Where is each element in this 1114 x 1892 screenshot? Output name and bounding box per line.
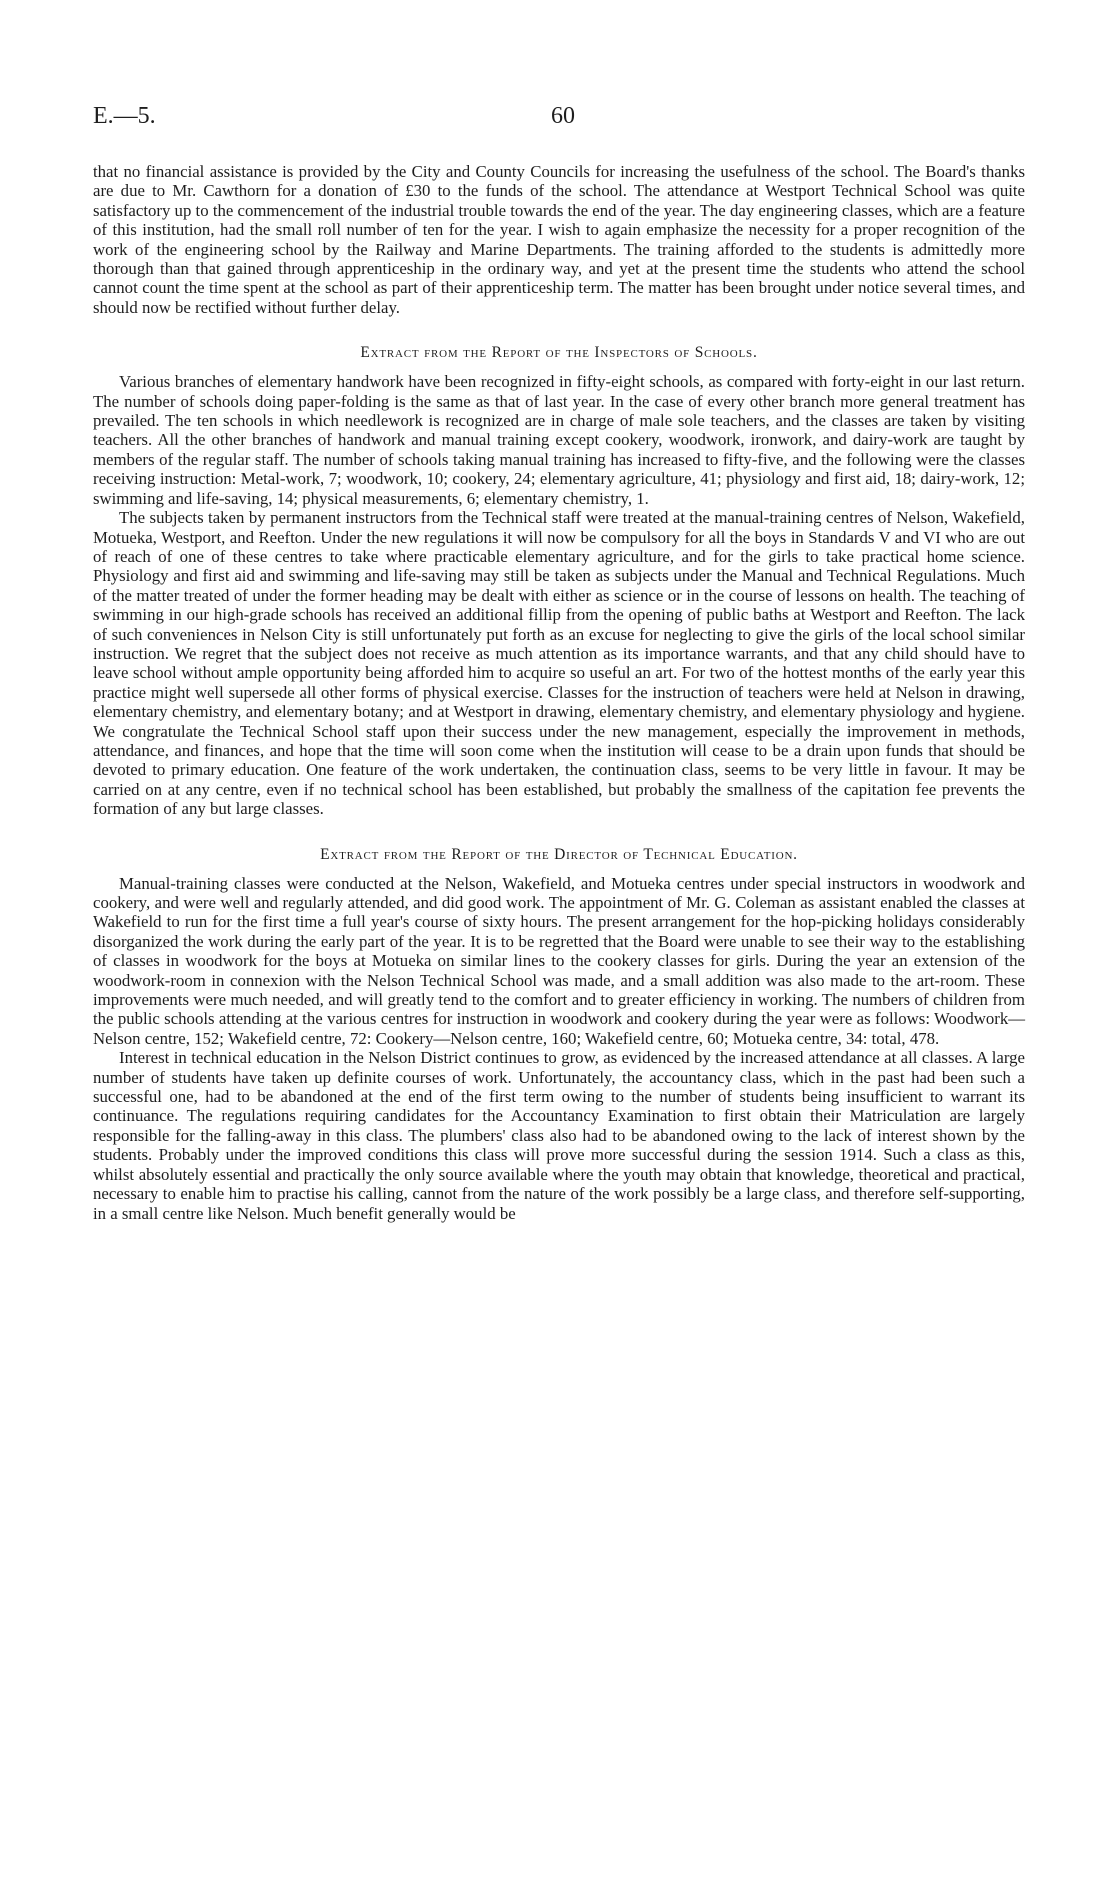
- paragraph-inspectors-1: Various branches of elementary handwork have been recognized in fifty-eight schools, as compared with forty-eight in our last return. The number of schools doing paper-folding is the same as that of last year. In the case of every other branch more general treatment has prevailed. The ten schools in which needlework is recognized are in charge of male sole teachers, and the classes are taken by visiting teachers. All the other branches of handwork and manual training except cookery, woodwork, ironwork, and dairy-work are taught by members of the regular staff. The number of schools taking manual training has increased to fifty-five, and the following were the classes receiving instruction: Metal-work, 7; woodwork, 10; cookery, 24; elementary agriculture, 41; physiology and first aid, 18; dairy-work, 12; swimming and life-saving, 14; physical measurements, 6; elementary chemistry, 1.: [93, 372, 1025, 508]
- page-code: E.—5.: [93, 103, 156, 129]
- heading-inspectors-report: Extract from the Report of the Inspectors of Schools.: [360, 344, 758, 362]
- heading-director-report: Extract from the Report of the Director of Technical Education.: [320, 845, 798, 863]
- page-number: 60: [551, 103, 575, 129]
- paragraph-director-2: Interest in technical education in the Nelson District continues to grow, as evidenced by the increased attendance at all classes. A large number of students have taken up definite courses of work. Unfortunately, the accountancy class, which in the past had been such a successful one, had to be abandoned at the end of the first term owing to the number of students being insufficient to warrant its continuance. The regulations requiring candidates for the Accountancy Examination to first obtain their Matriculation are largely responsible for the falling-away in this class. The plumbers' class also had to be abandoned owing to the lack of interest shown by the students. Probably under the improved conditions this class will prove more successful during the session 1914. Such a class as this, whilst absolutely essential and practically the only source available where the youth may obtain that knowledge, theoretical and practical, necessary to enable him to practise his calling, cannot from the nature of the work possibly be a large class, and therefore self-supporting, in a small centre like Nelson. Much benefit generally would be: [93, 1048, 1025, 1223]
- paragraph-director-1: Manual-training classes were conducted at the Nelson, Wakefield, and Motueka centres under special instructors in woodwork and cookery, and were well and regularly attended, and did good work. The appointment of Mr. G. Coleman as assistant enabled the classes at Wakefield to run for the first time a full year's course of sixty hours. The present arrangement for the hop-picking holidays considerably disorganized the work during the early part of the year. It is to be regretted that the Board were unable to see their way to the establishing of classes in woodwork for the boys at Motueka on similar lines to the cookery classes for girls. During the year an extension of the woodwork-room in connexion with the Nelson Technical School was made, and a small addition was also made to the art-room. These improvements were much needed, and will greatly tend to the comfort and to greater efficiency in working. The numbers of children from the public schools attending at the various centres for instruction in woodwork and cookery during the year were as follows: Woodwork—Nelson centre, 152; Wakefield centre, 72: Cookery—Nelson centre, 160; Wakefield centre, 60; Motueka centre, 34: total, 478.: [93, 873, 1025, 1048]
- document-body: [93, 162, 1025, 1223]
- paragraph-intro: that no financial assistance is provided by the City and County Councils for increasing the usefulness of the school. The Board's thanks are due to Mr. Cawthorn for a donation of £30 to the funds of the school. The attendance at Westport Technical School was quite satisfactory up to the commencement of the industrial trouble towards the end of the year. The day engineering classes, which are a feature of this institution, had the small roll number of ten for the year. I wish to again emphasize the necessity for a proper recognition of the work of the engineering school by the Railway and Marine Departments. The training afforded to the students is admittedly more thorough than that gained through apprenticeship in the ordinary way, and yet at the present time the students who attend the school cannot count the time spent at the school as part of their apprenticeship term. The matter has been brought under notice several times, and should now be rectified without further delay.: [93, 162, 1025, 317]
- page-header: [93, 103, 1021, 133]
- paragraph-inspectors-2: The subjects taken by permanent instructors from the Technical staff were treated at the manual-training centres of Nelson, Wakefield, Motueka, Westport, and Reefton. Under the new regulations it will now be compulsory for all the boys in Standards V and VI who are out of reach of one of these centres to take where practicable elementary agriculture, and for the girls to take practical home science. Physiology and first aid and swimming and life-saving may still be taken as subjects under the Manual and Technical Regulations. Much of the matter treated of under the former heading may be dealt with either as science or in the course of lessons on health. The teaching of swimming in our high-grade schools has received an additional fillip from the opening of public baths at Westport and Reefton. The lack of such conveniences in Nelson City is still unfortunately put forth as an excuse for neglecting to give the girls of the local school similar instruction. We regret that the subject does not receive as much attention as its importance warrants, and that any child should have to leave school without ample opportunity being afforded him to acquire so useful an art. For two of the hottest months of the early year this practice might well supersede all other forms of physical exercise. Classes for the instruction of teachers were held at Nelson in drawing, elementary chemistry, and elementary botany; and at Westport in drawing, elementary chemistry, and elementary physiology and hygiene. We congratulate the Technical School staff upon their success under the new management, especially the improvement in methods, attendance, and finances, and hope that the time will soon come when the institution will cease to be a drain upon funds that should be devoted to primary education. One feature of the work undertaken, the continuation class, seems to be very little in favour. It may be carried on at any centre, even if no technical school has been established, but probably the smallness of the capitation fee prevents the formation of any but large classes.: [93, 508, 1025, 819]
